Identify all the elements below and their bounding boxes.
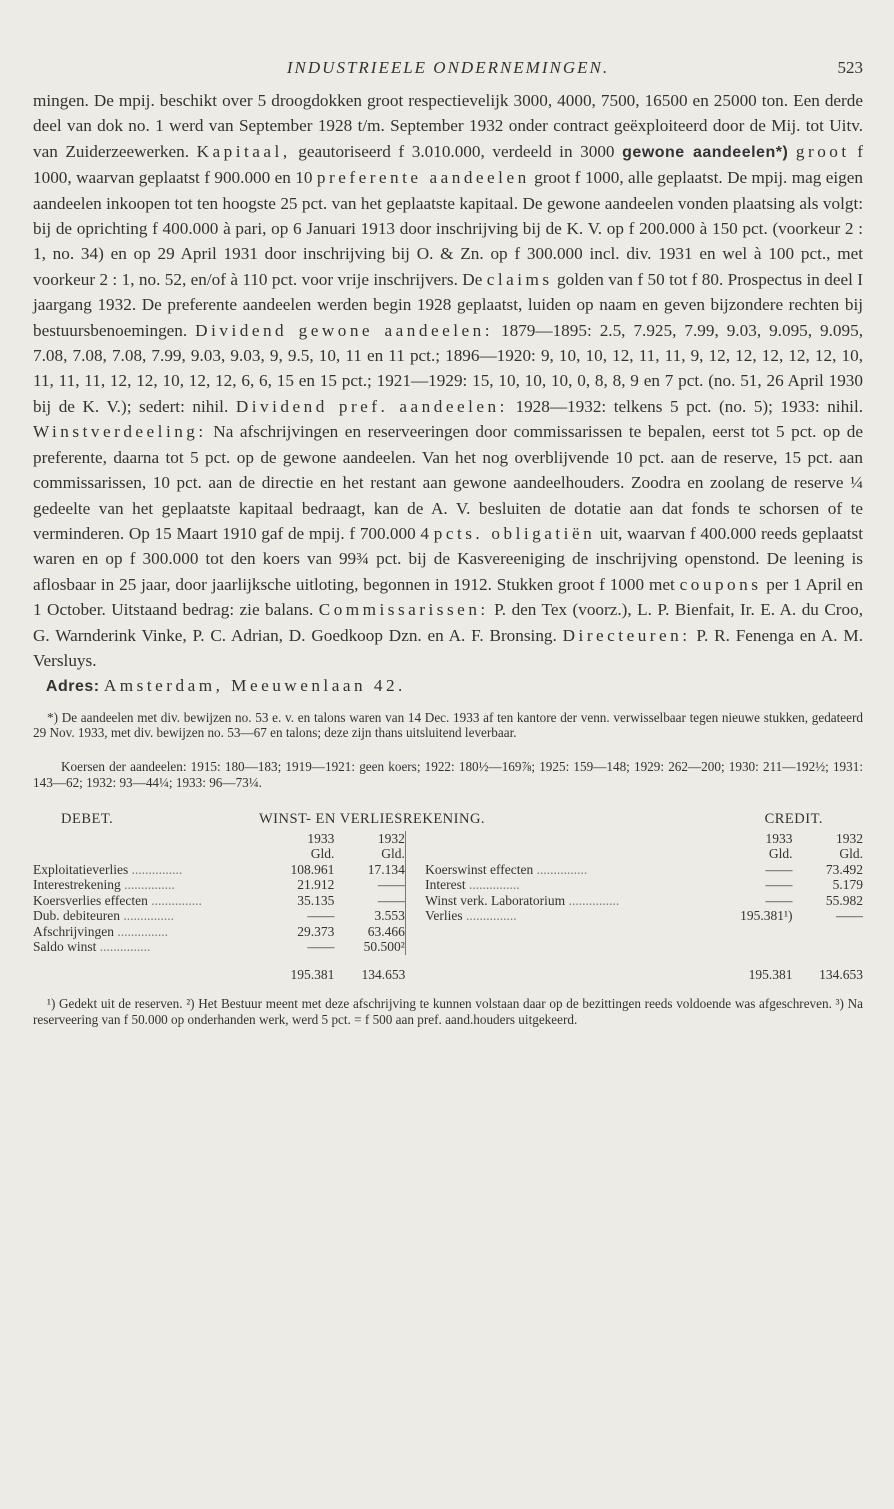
label-obligatien: pcts. obligatiën	[433, 523, 596, 543]
table-row	[33, 908, 863, 924]
row-value: 63.466	[367, 923, 405, 939]
year-row	[33, 831, 863, 847]
row-label: Interest .....	[425, 877, 519, 892]
total-left-1933: 195.381	[290, 966, 335, 982]
text-dividend-gewone: 1879—1895: 2.5, 7.925, 7.99, 9.03, 9.095, 9.095, 7.08, 7.08, 7.08, 7.99, 9.03, 9.03, 9, 9.5, 10, 11 en 11 pct.; 1896—1920: 9, 10, 10, 12, 11, 11, 9, 12, 12, 12, 12, 12, 10, 11, 11, 11, 12, 12, 10, 12, 12, 6, 6, 15 en 15 pct.; 1921—1929: 15, 10, 10, 10, 0, 8, 8, 9 en 7 pct. (no. 51, 26 April 1930 bij de K. V.); sedert: nihil.	[33, 320, 864, 416]
total-right-1932: 134.653	[819, 966, 863, 982]
text-plaatsing: groot f 1000, alle geplaatst. De mpij. mag eigen aandeelen inkoopen tot ten hoogste 25 pct. van het geplaatste kapitaal. De gewone aandeelen vonden plaatsing als volgt: bij de oprichting f 400.000 à pari, op 6 Januari 1913 door inschrijving bij de K. V. op f 200.000 à 150 pct. (voorkeur 2 : 1, no. 34) en op 29 April 1931 door inschrijving bij O. & Zn. op f 300.000 incl. div. 1931 en wel à 100 pct., met voorkeur 2 : 1, no. 52, en/of à 110 pct. voor vrije inschrijvers. De	[33, 168, 863, 289]
address-line	[33, 673, 863, 699]
year-1933-left: 1933	[307, 830, 335, 846]
row-label: Winst verk. Laboratorium .....	[425, 893, 619, 908]
row-label: Saldo winst .....	[33, 939, 150, 954]
text-claims: golden van f 50 tot f 80. Prospectus in deel I jaargang 1932. De preferente aandeelen werden begin 1928 geplaatst, luiden op naam en geven bijzondere rechten bij bestuursbenoemingen.	[33, 269, 864, 340]
label-claims: claims	[486, 269, 553, 289]
table-row	[33, 939, 863, 955]
page-number: 523	[837, 58, 863, 77]
label-dividend-pref: Dividend pref. aandeelen:	[235, 396, 508, 416]
text-adres: Amsterdam, Meeuwenlaan 42.	[103, 676, 406, 696]
row-value: ——	[765, 877, 793, 893]
winst-verliesrekening-table	[33, 831, 863, 983]
table-row	[33, 877, 863, 893]
company-paragraph	[33, 88, 863, 673]
row-label: Koersverlies effecten .....	[33, 893, 202, 908]
label-dividend-gewone: Dividend gewone aandeelen:	[195, 320, 494, 340]
year-1933-right: 1933	[765, 830, 793, 846]
text-winstverdeeling: Na afschrijvingen en reserveeringen door commissarissen te bepalen, eerst tot 5 pct. op de preferente, daarna tot 5 pct. op de gewone aandeelen. Van het nog overblijvende 10 pct. aan de reserve, 15 pct. aan commissarissen, 10 pct. aan de directie en het restant aan gewone aandeelhouders. Zoodra en zoolang de reserve ¼ gedeelte van het geplaatste kapitaal bedraagt, kan de A. V. besluiten de dotatie aan dat fonds te schorsen of te verminderen. Op 15 Maart 1910 gaf de mpij. f 700.000 4	[33, 422, 864, 543]
label-winstverdeeling: Winstverdeeling:	[33, 422, 207, 442]
unit-row	[33, 846, 863, 862]
page	[33, 48, 863, 1027]
text-dividend-pref: 1928—1932: telkens 5 pct. (no. 5); 1933: nihil.	[515, 396, 864, 416]
row-label: Dub. debiteuren .....	[33, 908, 174, 923]
account-title: WINST- EN VERLIESREKENING.	[259, 810, 486, 827]
row-label: Verlies .....	[425, 908, 517, 923]
text-commissarissen: P. den Tex (voorz.), L. P. Bienfait, Ir. E. A. du Croo, G. Warnderink Vinke, P. C. Adrian, D. Goedkoop Dzn. en A. F. Bronsing.	[33, 600, 864, 645]
page-header	[33, 48, 863, 88]
table-row	[33, 924, 863, 940]
row-value: ——	[765, 892, 793, 908]
row-value: 73.492	[825, 861, 863, 877]
row-value: 55.982	[825, 892, 863, 908]
account-header	[33, 805, 863, 831]
label-credit: CREDIT.	[764, 810, 823, 827]
text-kapitaal: geautoriseerd f 3.010.000, verdeeld in 3000	[298, 141, 615, 161]
text-obligatien: uit, waarvan f 400.000 reeds geplaatst waren en op f 300.000 tot den koers van 99¾ pct. bij de Kasvereeniging de inschrijving openstond. De leening is aflosbaar in 25 jaar, door jaarlijksche uitloting, begonnen in 1912. Stukken groot f 1000 met	[33, 523, 864, 594]
row-value: 17.134	[367, 861, 405, 877]
text-coupons: per 1 April en 1 October. Uitstaand bedrag: zie balans.	[33, 574, 864, 620]
text-directeuren: P. R. Fenenga en A. M. Versluys.	[33, 625, 863, 670]
year-1932-right: 1932	[836, 830, 863, 846]
row-label: Interestrekening .....	[33, 877, 175, 892]
row-value: ——	[377, 877, 405, 893]
koersen-aandeelen: Koersen der aandeelen: 1915: 180—183; 1919—1921: geen koers; 1922: 180½—169⅞; 1925: 159—148; 1929: 262—200; 1930: 211—192½; 1931: 143—62; 1932: 93—44¼; 1933: 96—73¼.	[33, 758, 863, 790]
label-kapitaal: Kapitaal,	[196, 141, 291, 161]
main-text	[33, 88, 863, 700]
row-value: ——	[765, 861, 793, 877]
table-row	[33, 862, 863, 878]
unit-right-1932: Gld.	[839, 846, 863, 862]
unit-left-1932: Gld.	[381, 846, 405, 862]
label-preferente-aandeelen: preferente aandeelen	[316, 168, 530, 188]
label-adres: Adres:	[45, 678, 100, 696]
row-value: ——	[377, 892, 405, 908]
year-1932-left: 1932	[377, 830, 405, 846]
label-groot: groot	[795, 141, 850, 161]
account-notes: ¹) Gedekt uit de reserven. ²) Het Bestuur meent met deze afschrijving te kunnen volstaan daar op de bezittingen reeds voldoende was afgeschreven. ³) Na reserveering van f 50.000 op onderhanden werk, werd 5 pct. = f 500 aan pref. aand.houders uitgekeerd.	[33, 996, 863, 1027]
footnote: *) De aandeelen met div. bewijzen no. 53 e. v. en talons waren van 14 Dec. 1933 af ten kantore der venn. verwisselbaar tegen nieuwe stukken, gedateerd 29 Nov. 1933, met div. bewijzen no. 53—67 en talons; deze zijn thans uitsluitend leverbaar.	[33, 709, 863, 741]
label-commissarissen: Commissarissen:	[318, 600, 489, 620]
total-right-1933: 195.381	[748, 966, 793, 982]
row-value: 195.381¹)	[740, 908, 793, 924]
label-coupons: coupons	[679, 574, 762, 594]
table-row	[33, 893, 863, 909]
label-debet: DEBET.	[61, 810, 114, 827]
row-value: ——	[307, 939, 335, 955]
row-label: Koerswinst effecten .....	[425, 862, 587, 877]
row-value: 108.961	[290, 861, 335, 877]
row-value: 29.373	[297, 923, 335, 939]
row-value: 50.500²	[363, 939, 405, 955]
label-gewone-aandeelen: gewone aandeelen*)	[622, 143, 789, 161]
row-value: 21.912	[297, 877, 335, 893]
row-value: 3.553	[374, 908, 405, 924]
row-value: ——	[307, 908, 335, 924]
label-directeuren: Directeuren:	[562, 625, 691, 645]
row-label: Afschrijvingen .....	[33, 924, 168, 939]
row-value: 5.179	[832, 877, 863, 893]
row-value: 35.135	[297, 892, 335, 908]
row-label: Exploitatieverlies .....	[33, 862, 182, 877]
unit-right-1933: Gld.	[768, 846, 793, 862]
text-geplaatst: f 1000, waarvan geplaatst f 900.000 en 10	[33, 141, 864, 188]
running-title: INDUSTRIEELE ONDERNEMINGEN.	[286, 58, 610, 77]
unit-left-1933: Gld.	[310, 846, 335, 862]
text-dokken: mingen. De mpij. beschikt over 5 droogdokken groot respectievelijk 3000, 4000, 7500, 16500 en 25000 ton. Een derde deel van dok no. 1 werd van September 1928 t/m. September 1932 onder contract geëxploiteerd door de Mij. tot Uitv. van Zuiderzeewerken.	[33, 91, 863, 161]
row-value: ——	[836, 908, 863, 924]
totals-row	[33, 955, 863, 983]
total-left-1932: 134.653	[361, 966, 406, 982]
